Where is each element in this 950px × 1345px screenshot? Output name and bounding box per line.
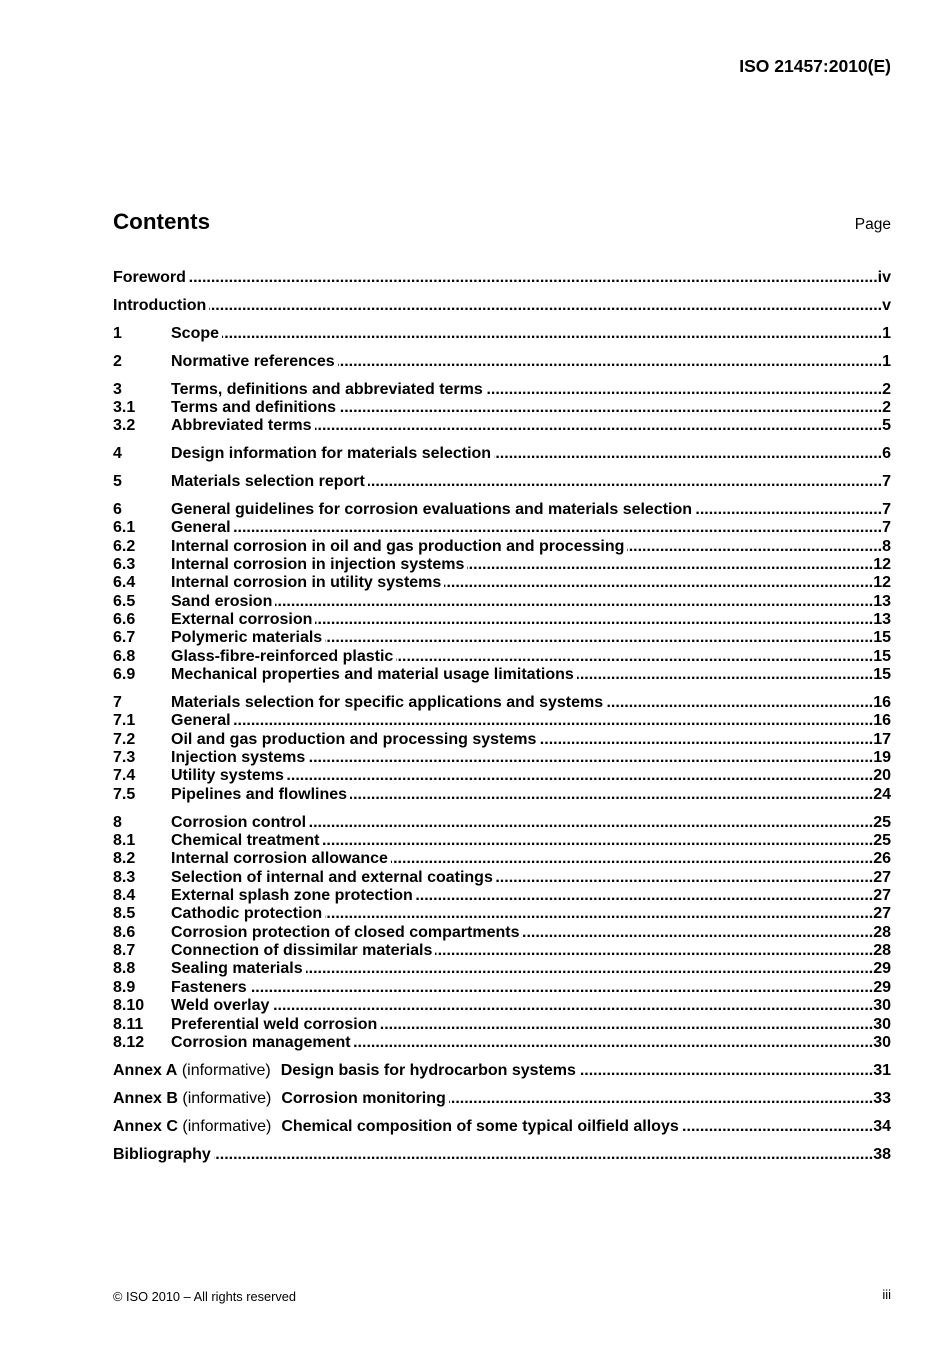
dot-leader	[325, 905, 873, 923]
toc-entry-page: 13	[873, 611, 891, 629]
toc-entry-number: 8.4	[113, 887, 136, 905]
toc-entry-number: 8.10	[113, 997, 145, 1015]
toc-entry-clause-6-5[interactable]	[113, 593, 891, 611]
toc-entry-page: 30	[873, 1015, 891, 1033]
copyright-notice: © ISO 2010 – All rights reserved	[113, 1289, 296, 1304]
toc-entry-number: 2	[113, 352, 122, 370]
toc-entry-page: 6	[882, 445, 891, 463]
document-id-header: ISO 21457:2010(E)	[739, 56, 891, 76]
toc-entry-number: 8.7	[113, 942, 136, 960]
toc-entry-page: 1	[882, 324, 891, 342]
toc-entry-title: Internal corrosion in oil and gas production and processing	[171, 537, 625, 555]
toc-entry-page: 25	[873, 813, 891, 831]
toc-entry-clause-7-5[interactable]	[113, 786, 891, 804]
toc-entry-page: 15	[873, 647, 891, 665]
toc-entry-title: Terms, definitions and abbreviated terms	[171, 380, 483, 398]
dot-leader	[396, 648, 873, 666]
toc-entry-title: Mechanical properties and material usage limitations	[171, 666, 574, 684]
toc-entry-number: 7.3	[113, 749, 136, 767]
toc-entry-page: 15	[873, 666, 891, 684]
toc-entry-title: Polymeric materials	[171, 629, 323, 647]
dot-leader	[606, 694, 873, 712]
toc-entry-page: 12	[873, 556, 891, 574]
dot-leader	[338, 353, 882, 371]
annex-type: (informative)	[182, 1117, 272, 1135]
dot-leader	[325, 629, 873, 647]
toc-entry-clause-6[interactable]	[113, 501, 891, 519]
toc-entry-introduction[interactable]	[113, 297, 891, 315]
toc-entry-title: Design information for materials selection	[171, 445, 492, 463]
toc-entry-number: 6.7	[113, 629, 136, 647]
toc-entry-number: 6.2	[113, 537, 136, 555]
toc-entry-foreword[interactable]	[113, 269, 891, 287]
toc-entry-page: iv	[877, 268, 891, 286]
toc-entry-title: Scope	[171, 324, 220, 342]
dot-leader	[189, 269, 878, 287]
toc-entry-title: Corrosion protection of closed compartments	[171, 923, 520, 941]
toc-entry-title: Internal corrosion allowance	[171, 850, 388, 868]
toc-entry-clause-3-1[interactable]	[113, 399, 891, 417]
dot-leader	[577, 666, 873, 684]
toc-entry-title: Corrosion management	[171, 1033, 351, 1051]
toc-entry-clause-8-8[interactable]	[113, 960, 891, 978]
toc-entry-number: 8.3	[113, 868, 136, 886]
toc-entry-title: Oil and gas production and processing systems	[171, 730, 537, 748]
dot-leader	[380, 1016, 873, 1034]
toc-entry-page: 7	[882, 473, 891, 491]
toc-entry-title: Pipelines and flowlines	[171, 785, 348, 803]
toc-entry-number: 6.4	[113, 574, 136, 592]
toc-entry-number: 7.5	[113, 785, 136, 803]
toc-entry-number: 5	[113, 473, 122, 491]
toc-entry-annex-a[interactable]	[113, 1062, 891, 1080]
toc-entry-page: 2	[882, 380, 891, 398]
toc-entry-clause-6-9[interactable]	[113, 666, 891, 684]
toc-entry-title: Foreword	[113, 268, 186, 286]
dot-leader	[695, 501, 882, 519]
toc-entry-page: 26	[873, 850, 891, 868]
toc-entry-number: 6.3	[113, 556, 136, 574]
toc-entry-page: 30	[873, 1033, 891, 1051]
toc-entry-clause-6-7[interactable]	[113, 629, 891, 647]
toc-entry-clause-8-6[interactable]	[113, 924, 891, 942]
dot-leader	[522, 924, 873, 942]
dot-leader	[579, 1062, 873, 1080]
dot-leader	[435, 942, 873, 960]
toc-entry-page: 12	[873, 574, 891, 592]
toc-entry-clause-3[interactable]	[113, 381, 891, 399]
toc-entry-title: Bibliography	[113, 1145, 211, 1163]
dot-leader	[234, 712, 874, 730]
dot-leader	[275, 593, 873, 611]
toc-entry-title: Chemical composition of some typical oilfield alloys	[281, 1117, 679, 1135]
toc-entry-clause-8-5[interactable]	[113, 905, 891, 923]
toc-entry-number: 6.5	[113, 592, 136, 610]
toc-entry-annex-c[interactable]	[113, 1118, 891, 1136]
toc-entry-title: Terms and definitions	[171, 398, 337, 416]
toc-entry-clause-4[interactable]	[113, 445, 891, 463]
dot-leader	[214, 1146, 873, 1164]
toc-entry-number: 8.12	[113, 1033, 145, 1051]
toc-entry-page: 17	[873, 730, 891, 748]
table-of-contents	[113, 269, 891, 1164]
dot-leader	[272, 997, 873, 1015]
toc-entry-clause-7-1[interactable]	[113, 712, 891, 730]
toc-entry-number: 6.6	[113, 611, 136, 629]
dot-leader	[339, 399, 882, 417]
toc-entry-title: Corrosion monitoring	[281, 1089, 446, 1107]
toc-entry-title: General	[171, 712, 231, 730]
toc-entry-page: 28	[873, 923, 891, 941]
toc-entry-page: 27	[873, 905, 891, 923]
toc-entry-number: 8.11	[113, 1015, 144, 1033]
toc-entry-page: v	[882, 296, 891, 314]
toc-entry-page: 15	[873, 629, 891, 647]
toc-entry-clause-6-4[interactable]	[113, 574, 891, 592]
toc-entry-title: Design basis for hydrocarbon systems	[280, 1061, 576, 1079]
toc-entry-number: 6	[113, 501, 122, 519]
toc-entry-clause-1[interactable]	[113, 325, 891, 343]
toc-entry-clause-2[interactable]	[113, 353, 891, 371]
toc-entry-number: 4	[113, 445, 122, 463]
toc-entry-page: 16	[873, 712, 891, 730]
dot-leader	[486, 381, 882, 399]
dot-leader	[354, 1034, 874, 1052]
toc-entry-number: 6.1	[113, 519, 136, 537]
toc-entry-number: 8.2	[113, 850, 136, 868]
toc-entry-page: 25	[873, 832, 891, 850]
dot-leader	[467, 556, 873, 574]
dot-leader	[444, 574, 873, 592]
toc-entry-title: Sealing materials	[171, 960, 303, 978]
toc-entry-number: 7	[113, 694, 122, 712]
toc-entry-page: 1	[882, 352, 891, 370]
toc-entry-number: 7.2	[113, 730, 136, 748]
toc-entry-title: Chemical treatment	[171, 832, 320, 850]
dot-leader	[494, 445, 882, 463]
toc-entry-clause-8-11[interactable]	[113, 1016, 891, 1034]
toc-entry-clause-7-4[interactable]	[113, 767, 891, 785]
toc-entry-clause-8-3[interactable]	[113, 869, 891, 887]
toc-entry-title: Injection systems	[171, 749, 306, 767]
page-number: iii	[882, 1287, 891, 1302]
toc-entry-number: 7.1	[113, 712, 136, 730]
toc-entry-clause-3-2[interactable]	[113, 417, 891, 435]
toc-entry-clause-7-2[interactable]	[113, 731, 891, 749]
toc-entry-page: 28	[873, 942, 891, 960]
dot-leader	[308, 749, 873, 767]
contents-heading: Contents	[113, 209, 211, 234]
toc-entry-page: 27	[873, 887, 891, 905]
toc-entry-clause-7[interactable]	[113, 694, 891, 712]
annex-type: (informative)	[181, 1061, 271, 1079]
toc-entry-title: Preferential weld corrosion	[171, 1015, 378, 1033]
toc-entry-title: Cathodic protection	[171, 905, 323, 923]
toc-entry-title: General	[171, 519, 231, 537]
toc-entry-title: Glass-fibre-reinforced plastic	[171, 647, 394, 665]
toc-entry-page: 2	[882, 398, 891, 416]
toc-entry-page: 16	[873, 694, 891, 712]
toc-entry-page: 8	[882, 537, 891, 555]
toc-entry-number: 1	[113, 324, 122, 342]
toc-entry-number: 3.2	[113, 417, 136, 435]
toc-entry-number: 6.8	[113, 647, 136, 665]
toc-entry-title: Materials selection for specific applications and systems	[171, 694, 604, 712]
toc-entry-clause-8-9[interactable]	[113, 979, 891, 997]
toc-entry-title: Fasteners	[171, 978, 247, 996]
annex-label: Annex C	[113, 1117, 178, 1135]
dot-leader	[350, 786, 873, 804]
toc-entry-number: 8.6	[113, 923, 136, 941]
toc-entry-page: 13	[873, 592, 891, 610]
annex-type: (informative)	[182, 1089, 272, 1107]
toc-entry-page: 31	[873, 1061, 891, 1079]
toc-entry-clause-8[interactable]	[113, 814, 891, 832]
dot-leader	[539, 731, 873, 749]
toc-entry-title: Corrosion control	[171, 813, 307, 831]
toc-entry-number: 8.9	[113, 978, 136, 996]
toc-entry-page: 5	[882, 417, 891, 435]
toc-entry-clause-6-3[interactable]	[113, 556, 891, 574]
toc-entry-bibliography[interactable]	[113, 1146, 891, 1164]
dot-leader	[368, 473, 882, 491]
toc-entry-clause-8-1[interactable]	[113, 832, 891, 850]
toc-entry-page: 7	[882, 501, 891, 519]
dot-leader	[315, 611, 873, 629]
toc-entry-number: 8	[113, 813, 122, 831]
dot-leader	[449, 1090, 873, 1108]
dot-leader	[209, 297, 882, 315]
toc-entry-page: 7	[882, 519, 891, 537]
toc-entry-page: 33	[873, 1089, 891, 1107]
dot-leader	[222, 325, 882, 343]
toc-entry-number: 8.5	[113, 905, 136, 923]
dot-leader	[234, 519, 883, 537]
dot-leader	[323, 832, 874, 850]
toc-entry-page: 24	[873, 785, 891, 803]
toc-entry-title: Normative references	[171, 352, 335, 370]
toc-entry-title: Selection of internal and external coatings	[171, 868, 493, 886]
toc-entry-title: External corrosion	[171, 611, 313, 629]
toc-entry-clause-8-10[interactable]	[113, 997, 891, 1015]
dot-leader	[682, 1118, 873, 1136]
toc-entry-title: General guidelines for corrosion evaluations and materials selection	[171, 501, 693, 519]
toc-entry-clause-6-8[interactable]	[113, 648, 891, 666]
dot-leader	[306, 960, 874, 978]
toc-entry-clause-8-4[interactable]	[113, 887, 891, 905]
dot-leader	[391, 850, 873, 868]
toc-entry-clause-6-2[interactable]	[113, 538, 891, 556]
dot-leader	[250, 979, 874, 997]
toc-entry-page: 38	[873, 1145, 891, 1163]
toc-entry-page: 30	[873, 997, 891, 1015]
toc-entry-title: Internal corrosion in utility systems	[171, 574, 442, 592]
toc-entry-page: 27	[873, 868, 891, 886]
toc-entry-clause-8-12[interactable]	[113, 1034, 891, 1052]
toc-entry-title: External splash zone protection	[171, 887, 413, 905]
toc-entry-clause-6-1[interactable]	[113, 519, 891, 537]
toc-entry-number: 3.1	[113, 398, 136, 416]
dot-leader	[416, 887, 873, 905]
toc-entry-clause-8-7[interactable]	[113, 942, 891, 960]
page-column-label: Page	[854, 216, 891, 233]
toc-entry-title: Materials selection report	[171, 473, 365, 491]
dot-leader	[309, 814, 873, 832]
toc-entry-clause-6-6[interactable]	[113, 611, 891, 629]
toc-entry-title: Introduction	[113, 296, 207, 314]
toc-entry-title: Weld overlay	[171, 997, 270, 1015]
dot-leader	[627, 538, 882, 556]
toc-entry-clause-7-3[interactable]	[113, 749, 891, 767]
toc-entry-annex-b[interactable]	[113, 1090, 891, 1108]
annex-label: Annex B	[113, 1089, 178, 1107]
toc-entry-title: Internal corrosion in injection systems	[171, 556, 465, 574]
toc-entry-page: 29	[873, 960, 891, 978]
dot-leader	[496, 869, 873, 887]
toc-entry-number: 6.9	[113, 666, 136, 684]
toc-entry-title: Abbreviated terms	[171, 417, 312, 435]
dot-leader	[287, 767, 873, 785]
toc-entry-number: 3	[113, 380, 122, 398]
toc-entry-page: 29	[873, 978, 891, 996]
annex-label: Annex A	[113, 1061, 178, 1079]
toc-entry-page: 19	[873, 749, 891, 767]
toc-entry-clause-5[interactable]	[113, 473, 891, 491]
toc-entry-page: 20	[873, 767, 891, 785]
toc-entry-number: 8.1	[113, 832, 136, 850]
toc-entry-number: 7.4	[113, 767, 136, 785]
toc-entry-title: Sand erosion	[171, 592, 273, 610]
toc-entry-title: Utility systems	[171, 767, 284, 785]
toc-entry-number: 8.8	[113, 960, 136, 978]
toc-entry-clause-8-2[interactable]	[113, 850, 891, 868]
toc-entry-title: Connection of dissimilar materials	[171, 942, 433, 960]
dot-leader	[315, 417, 883, 435]
toc-entry-page: 34	[873, 1117, 891, 1135]
